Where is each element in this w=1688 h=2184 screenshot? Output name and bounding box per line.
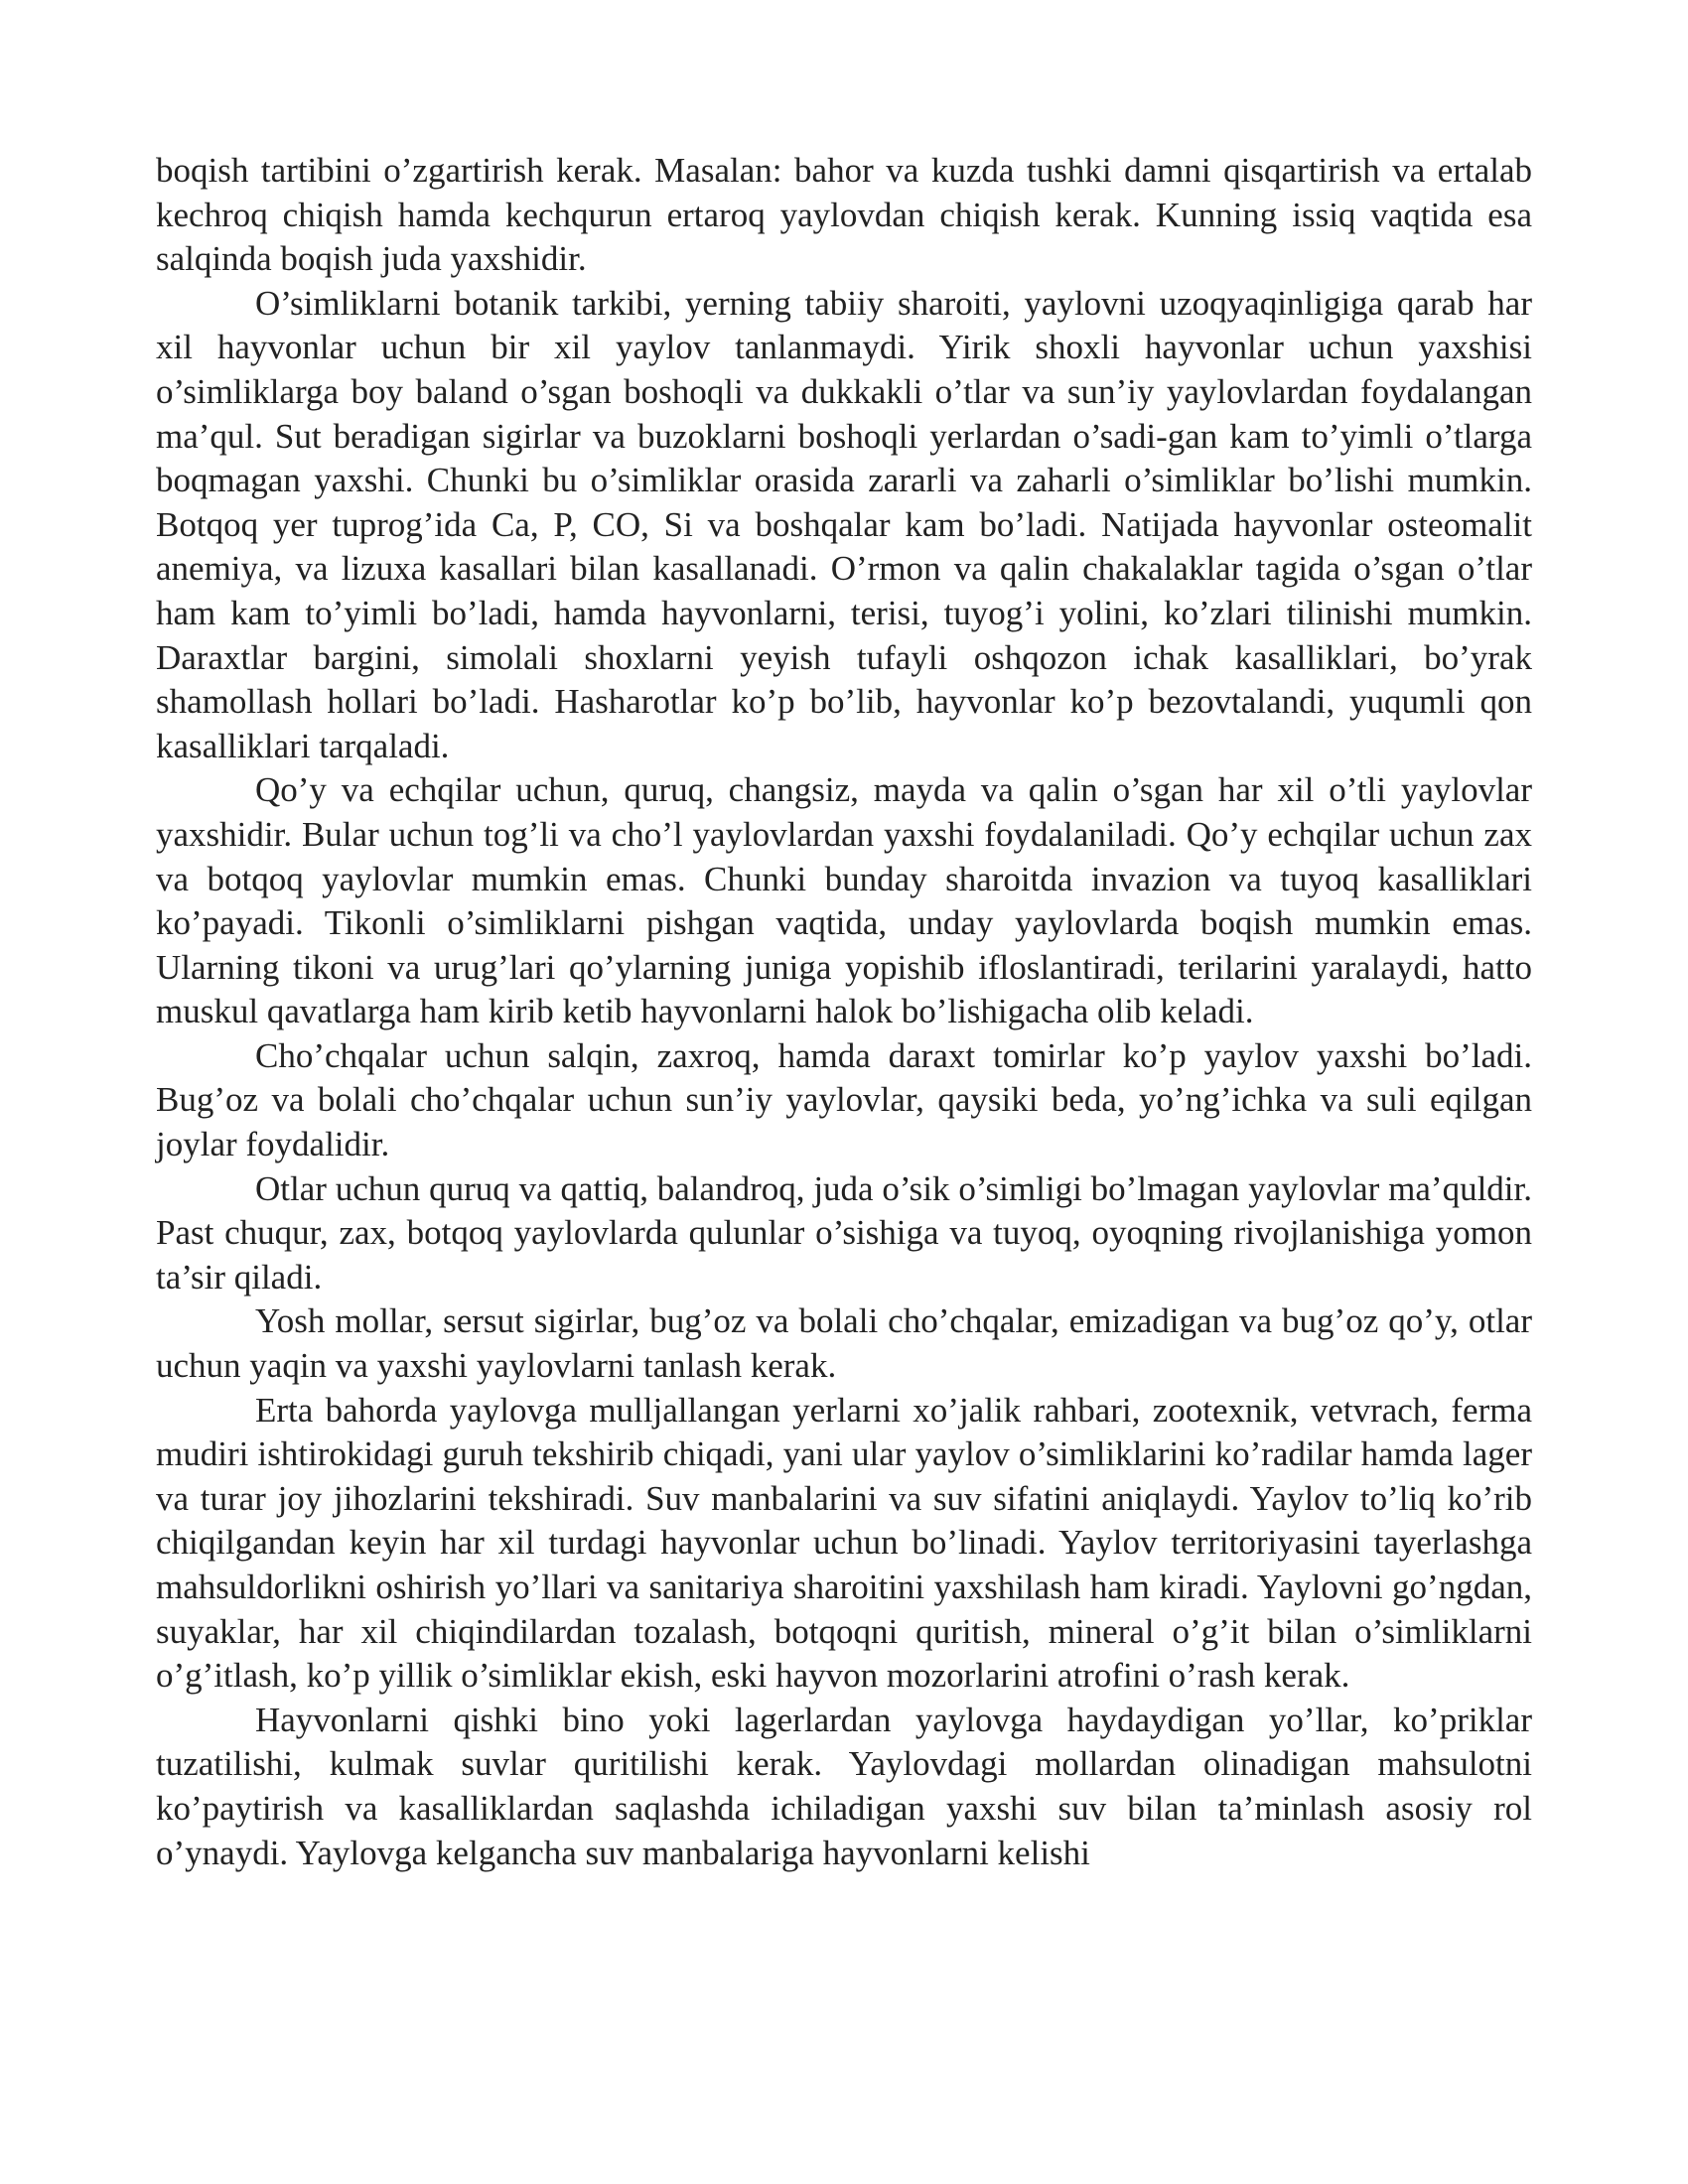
paragraph-8: Hayvonlarni qishki bino yoki lagerlardan yaylovga haydaydigan yo’llar, ko’priklar tuzatilishi, kulmak suvlar quritilishi kerak. Yaylovdagi mollardan olinadigan mahsulotni ko’paytirish va kasalliklardan saqlashda ichiladigan yaxshi suv bilan ta’minlash asosiy rol o’ynaydi. Yaylovga kelgancha suv manbalariga hayvonlarni kelishi xyxy=(156,1700,1532,1872)
paragraph-7: Erta bahorda yaylovga mulljallangan yerlarni xo’jalik rahbari, zootexnik, vetvrach, ferma mudiri ishtirokidagi guruh tekshirib chiqadi, yani ular yaylov o’simliklarini ko’radilar hamda lager va turar joy jihozlarini tekshiradi. Suv manbalarini va suv sifatini aniqlaydi. Yaylov to’liq ko’rib chiqilgandan keyin har xil turdagi hayvonlar uchun bo’linadi. Yaylov territoriyasini tayerlashga mahsuldorlikni oshirish yo’llari va sanitariya sharoitini yaxshilash ham kiradi. Yaylovni go’ngdan, suyaklar, har xil chiqindilardan tozalash, botqoqni quritish, mineral o’g’it bilan o’simliklarni o’g’itlash, ko’p yillik o’simliklar ekish, eski hayvon mozorlarini atrofini o’rash kerak. xyxy=(156,1390,1532,1696)
paragraph-2: O’simliklarni botanik tarkibi, yerning tabiiy sharoiti, yaylovni uzoqyaqinligiga qarab har xil hayvonlar uchun bir xil yaylov tanlanmaydi. Yirik shoxli hayvonlar uchun yaxshisi o’simliklarga boy baland o’sgan boshoqli va dukkakli o’tlar va sun’iy yaylovlardan foydalangan ma’qul. Sut beradigan sigirlar va buzoklarni boshoqli yerlardan o’sadi-gan kam to’yimli o’tlarga boqmagan yaxshi. Chunki bu o’simliklar orasida zararli va zaharli o’simliklar bo’lishi mumkin. Botqoq yer tuprog’ida Ca, P, CO, Si va boshqalar kam bo’ladi. Natijada hayvonlar osteomalit anemiya, va lizuxa kasallari bilan kasallanadi. O’rmon va qalin chakalaklar tagida o’sgan o’tlar ham kam to’yimli bo’ladi, hamda hayvonlarni, terisi, tuyog’i yolini, ko’zlari tilinishi mumkin. Daraxtlar bargini, simolali shoxlarni yeyish tufayli oshqozon ichak kasalliklari, bo’yrak shamollash hollari bo’ladi. Hasharotlar ko’p bo’lib, hayvonlar ko’p bezovtalandi, yuqumli qon kasalliklari tarqaladi. xyxy=(156,283,1532,765)
document-page xyxy=(156,149,1532,1875)
paragraph-3: Qo’y va echqilar uchun, quruq, changsiz, mayda va qalin o’sgan har xil o’tli yaylovlar yaxshidir. Bular uchun tog’li va cho’l yaylovlardan yaxshi foydalaniladi. Qo’y echqilar uchun zax va botqoq yaylovlar mumkin emas. Chunki bunday sharoitda invazion va tuyoq kasalliklari ko’payadi. Tikonli o’simliklarni pishgan vaqtida, unday yaylovlarda boqish mumkin emas. Ularning tikoni va urug’lari qo’ylarning juniga yopishib ifloslantiradi, terilarini yaralaydi, hatto muskul qavatlarga ham kirib ketib hayvonlarni halok bo’lishigacha olib keladi. xyxy=(156,770,1532,1031)
paragraph-5: Otlar uchun quruq va qattiq, balandroq, juda o’sik o’simligi bo’lmagan yaylovlar ma’quldir. Past chuqur, zax, botqoq yaylovlarda qulunlar o’sishiga va tuyoq, oyoqning rivojlanishiga yomon ta’sir qiladi. xyxy=(156,1168,1532,1297)
paragraph-6: Yosh mollar, sersut sigirlar, bug’oz va bolali cho’chqalar, emizadigan va bug’oz qo’y, otlar uchun yaqin va yaxshi yaylovlarni tanlash kerak. xyxy=(156,1301,1532,1386)
paragraph-4: Cho’chqalar uchun salqin, zaxroq, hamda daraxt tomirlar ko’p yaylov yaxshi bo’ladi. Bug’oz va bolali cho’chqalar uchun sun’iy yaylovlar, qaysiki beda, yo’ng’ichka va suli eqilgan joylar foydalidir. xyxy=(156,1035,1532,1164)
paragraph-1: boqish tartibini o’zgartirish kerak. Masalan: bahor va kuzda tushki damni qisqartirish va ertalab kechroq chiqish hamda kechqurun ertaroq yaylovdan chiqish kerak. Kunning issiq vaqtida esa salqinda boqish juda yaxshidir. xyxy=(156,151,1532,279)
